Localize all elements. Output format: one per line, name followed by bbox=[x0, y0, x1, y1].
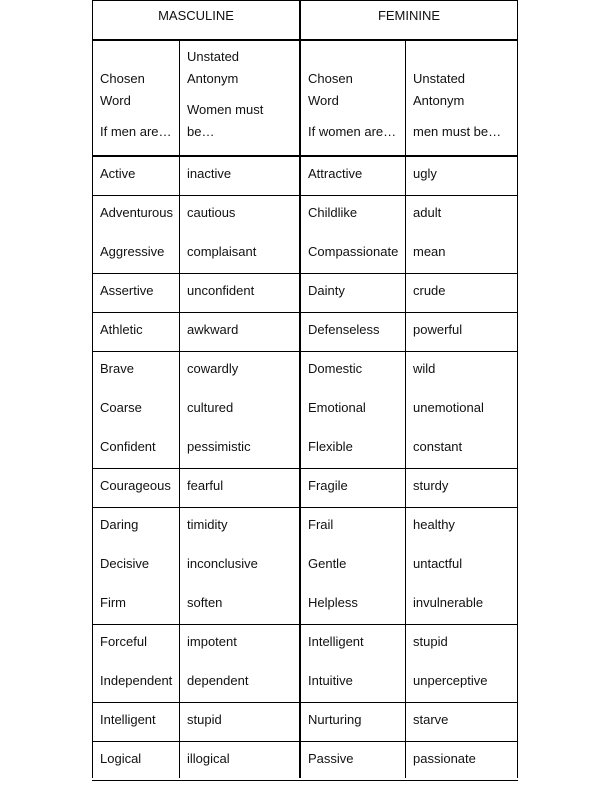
feminine-antonym: crude bbox=[413, 283, 446, 298]
feminine-word: Domestic bbox=[308, 361, 363, 376]
feminine-antonym: adult bbox=[413, 205, 442, 220]
masculine-word: Courageous bbox=[100, 478, 171, 493]
masculine-word: Active bbox=[100, 166, 136, 181]
row-divider bbox=[92, 624, 518, 625]
feminine-antonym: healthy bbox=[413, 517, 455, 532]
subheader-f-antonym-line: Unstated bbox=[413, 71, 466, 86]
row-divider bbox=[92, 312, 518, 313]
masculine-antonym: stupid bbox=[187, 712, 222, 727]
column-divider bbox=[299, 0, 301, 778]
subheader-m-antonym-line: Unstated bbox=[187, 49, 240, 64]
feminine-antonym: constant bbox=[413, 439, 463, 454]
row-divider bbox=[92, 273, 518, 274]
column-divider bbox=[517, 0, 518, 778]
feminine-antonym: passionate bbox=[413, 751, 476, 766]
subheader-m-chosen-line: Word bbox=[100, 93, 131, 108]
masculine-antonym: inconclusive bbox=[187, 556, 258, 571]
masculine-antonym: cautious bbox=[187, 205, 236, 220]
feminine-word: Childlike bbox=[308, 205, 358, 220]
masculine-antonym: dependent bbox=[187, 673, 249, 688]
masculine-antonym: impotent bbox=[187, 634, 237, 649]
masculine-antonym: complaisant bbox=[187, 244, 257, 259]
masculine-word: Forceful bbox=[100, 634, 147, 649]
feminine-antonym: untactful bbox=[413, 556, 463, 571]
row-divider bbox=[92, 702, 518, 703]
row-divider bbox=[92, 155, 518, 157]
masculine-word: Athletic bbox=[100, 322, 143, 337]
masculine-antonym: cowardly bbox=[187, 361, 239, 376]
feminine-word: Frail bbox=[308, 517, 334, 532]
subheader-m-antonym-line: be… bbox=[187, 124, 215, 139]
feminine-antonym: wild bbox=[413, 361, 436, 376]
masculine-antonym: inactive bbox=[187, 166, 232, 181]
subheader-m-chosen-line: If men are… bbox=[100, 124, 172, 139]
masculine-antonym: fearful bbox=[187, 478, 224, 493]
subheader-f-chosen-line: If women are… bbox=[308, 124, 397, 139]
row-divider bbox=[92, 507, 518, 508]
feminine-antonym: powerful bbox=[413, 322, 463, 337]
masculine-word: Firm bbox=[100, 595, 126, 610]
row-divider bbox=[92, 0, 518, 1]
feminine-word: Nurturing bbox=[308, 712, 362, 727]
column-divider bbox=[405, 40, 406, 778]
feminine-word: Passive bbox=[308, 751, 354, 766]
masculine-antonym: awkward bbox=[187, 322, 239, 337]
subheader-m-antonym-line: Women must bbox=[187, 102, 264, 117]
feminine-antonym: ugly bbox=[413, 166, 437, 181]
column-divider bbox=[179, 40, 180, 778]
feminine-antonym: sturdy bbox=[413, 478, 449, 493]
feminine-word: Intelligent bbox=[308, 634, 364, 649]
row-divider bbox=[92, 741, 518, 742]
feminine-word: Dainty bbox=[308, 283, 345, 298]
feminine-word: Compassionate bbox=[308, 244, 399, 259]
feminine-word: Gentle bbox=[308, 556, 347, 571]
masculine-word: Assertive bbox=[100, 283, 154, 298]
feminine-antonym: unemotional bbox=[413, 400, 484, 415]
subheader-m-antonym-line: Antonym bbox=[187, 71, 239, 86]
masculine-antonym: soften bbox=[187, 595, 223, 610]
subheader-f-antonym-line: Antonym bbox=[413, 93, 465, 108]
masculine-word: Brave bbox=[100, 361, 134, 376]
feminine-header: FEMININE bbox=[377, 8, 441, 23]
masculine-word: Adventurous bbox=[100, 205, 173, 220]
feminine-word: Helpless bbox=[308, 595, 358, 610]
row-divider bbox=[92, 351, 518, 352]
masculine-word: Intelligent bbox=[100, 712, 156, 727]
subheader-f-chosen-line: Chosen bbox=[308, 71, 353, 86]
masculine-word: Coarse bbox=[100, 400, 142, 415]
feminine-word: Fragile bbox=[308, 478, 348, 493]
masculine-word: Independent bbox=[100, 673, 173, 688]
masculine-word: Decisive bbox=[100, 556, 150, 571]
row-divider bbox=[92, 195, 518, 196]
subheader-m-chosen-line: Chosen bbox=[100, 71, 145, 86]
feminine-word: Flexible bbox=[308, 439, 353, 454]
feminine-word: Intuitive bbox=[308, 673, 353, 688]
masculine-antonym: unconfident bbox=[187, 283, 255, 298]
feminine-antonym: stupid bbox=[413, 634, 448, 649]
row-divider bbox=[92, 468, 518, 469]
word-comparison-table bbox=[92, 0, 518, 778]
feminine-antonym: starve bbox=[413, 712, 449, 727]
row-divider bbox=[92, 780, 518, 781]
feminine-antonym: unperceptive bbox=[413, 673, 488, 688]
feminine-word: Emotional bbox=[308, 400, 366, 415]
masculine-antonym: cultured bbox=[187, 400, 234, 415]
row-divider bbox=[92, 39, 518, 41]
feminine-antonym: mean bbox=[413, 244, 446, 259]
subheader-f-chosen-line: Word bbox=[308, 93, 339, 108]
masculine-word: Logical bbox=[100, 751, 142, 766]
masculine-word: Aggressive bbox=[100, 244, 165, 259]
masculine-antonym: illogical bbox=[187, 751, 230, 766]
masculine-antonym: timidity bbox=[187, 517, 228, 532]
feminine-word: Attractive bbox=[308, 166, 363, 181]
feminine-antonym: invulnerable bbox=[413, 595, 484, 610]
subheader-f-antonym-line: men must be… bbox=[413, 124, 502, 139]
masculine-word: Confident bbox=[100, 439, 156, 454]
masculine-word: Daring bbox=[100, 517, 139, 532]
feminine-word: Defenseless bbox=[308, 322, 380, 337]
masculine-antonym: pessimistic bbox=[187, 439, 251, 454]
masculine-header: MASCULINE bbox=[158, 8, 234, 23]
column-divider bbox=[92, 0, 93, 778]
